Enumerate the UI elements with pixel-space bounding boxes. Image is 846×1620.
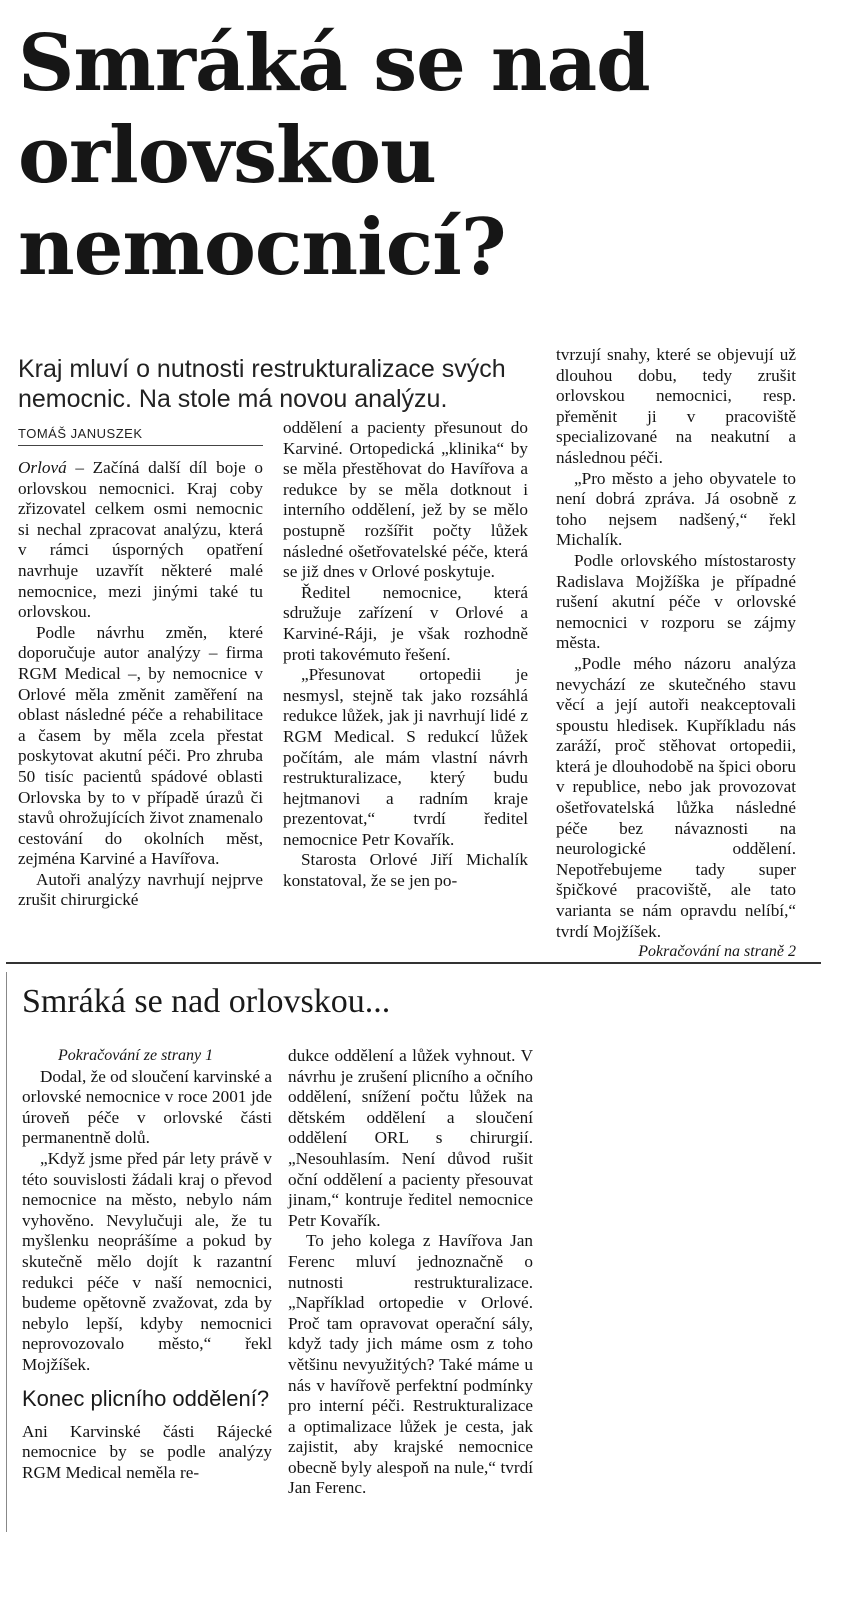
article-paragraph: „Přesunovat ortopedii je nesmysl, stejně tak jako rozsáhlá redukce lůžek, jak ji navrhují lidé z RGM Medical. S redukcí lůžek počítám, ale mám vlastní návrh restrukturalizace, který budu hejtmanovi a radním kraje prezentovat,“ tvrdí ředitel nemocnice Petr Kovařík.	[283, 665, 528, 849]
column-rule	[6, 972, 7, 1532]
continuation-column-1	[22, 1046, 272, 1483]
article-paragraph: Podle orlovského místostarosty Radislava Mojžíška je případné rušení akutní péče v orlovské nemocnici v rozporu se zájmy města.	[556, 550, 796, 653]
article-column-1	[18, 458, 263, 911]
lead-text: – Začíná další díl boje o orlovskou nemocnici. Kraj coby zřizovatel celkem osmi nemocnic si nechal zpracovat analýzu, která v rámci úsporných opatření navrhuje uzavřít některé malé nemocnice, mezi jinými také tu orlovskou.	[18, 458, 263, 622]
continued-note: Pokračování na straně 2	[638, 943, 796, 961]
continuation-title: Smráká se nad orlovskou...	[22, 983, 391, 1020]
article-paragraph: Ani Karvinské části Rájecké nemocnice by se podle analýzy RGM Medical neměla re-	[22, 1421, 272, 1482]
article-paragraph: tvrzují snahy, které se objevují už dlouhou dobu, tedy zrušit orlovskou nemocnici, resp. přeměnit ji v pracoviště specializované na neakutní a následnou péči.	[556, 345, 796, 467]
continuation-column-2	[288, 1046, 533, 1499]
section-divider	[6, 962, 821, 964]
continued-from-note: Pokračování ze strany 1	[58, 1047, 214, 1064]
article-paragraph: Starosta Orlové Jiří Michalík konstatoval, že se jen po-	[283, 850, 528, 891]
article-paragraph: Autoři analýzy navrhují nejprve zrušit chirurgické	[18, 869, 263, 910]
subheading: Konec plicního oddělení?	[22, 1385, 270, 1411]
dateline: Orlová	[18, 458, 67, 477]
article-paragraph: Ředitel nemocnice, která sdružuje zařízení v Orlové a Karviné-Ráji, je však rozhodně proti takovémuto řešení.	[283, 582, 528, 664]
byline: TOMÁŠ JANUSZEK	[18, 426, 263, 446]
article-paragraph: dukce oddělení a lůžek vyhnout. V návrhu je zrušení plicního a očního oddělení, snížení počtu lůžek na dětském oddělení a sloučení oddělení ORL s chirurgií. „Nesouhlasím. Není důvod rušit oční oddělení a pacienty přesouvat jinam,“ kontruje ředitel nemocnice Petr Kovařík.	[288, 1046, 533, 1230]
subtitle: Kraj mluví o nutnosti restrukturalizace svých nemocnic. Na stole má novou analýzu.	[18, 355, 506, 413]
article-paragraph: „Pro město a jeho obyvatele to není dobrá zpráva. Já osobně z toho nejsem nadšený,“ řekl Michalík.	[556, 468, 796, 550]
article-column-2	[283, 418, 528, 892]
article-paragraph: Dodal, že od sloučení karvinské a orlovské nemocnice v roce 2001 jde úroveň péče v orlovské části permanentně dolů.	[22, 1066, 272, 1148]
article-paragraph: Podle návrhu změn, které doporučuje autor analýzy – firma RGM Medical –, by nemocnice v Orlové měla změnit zaměření na oblast následné péče a rehabilitace a časem by měla zcela přestat poskytovat akutní péči. Pro zhruba 50 tisíc pacientů spádové oblasti Orlovska by to v případě úrazů či stavů ohrožujících život znamenalo cestování do okolních měst, zejména Karviné a Havířova.	[18, 622, 263, 869]
article-paragraph: To jeho kolega z Havířova Jan Ferenc mluví jednoznačně o nutnosti restrukturalizace. „Například ortopedie v Orlové. Proč tam opravovat operační sály, když tady jich máme osm z toho většinu nevyužitých? Také máme u nás v havířově perfektní podmínky pro interní péči. Restrukturalizace a optimalizace lůžek je cesta, jak zajistit, aby krajské nemocnice obecně byly alespoň na nule,“ tvrdí Jan Ferenc.	[288, 1231, 533, 1498]
headline: Smráká se nad orlovskou nemocnicí?	[18, 18, 650, 293]
article-paragraph	[18, 458, 263, 623]
article-paragraph: „Podle mého názoru analýza nevychází ze skutečného stavu věcí a její autoři neakceptovali spoustu hledisek. Kupříkladu nás zaráží, proč stěhovat ortopedii, která je dlouhodobě na špici oboru v republice, nebo jak provozovat ošetřovatelská lůžka následné péče bez návaznosti na neurologické oddělení. Nepotřebujeme tady super špičkové pracoviště, ale tato varianta se nám opravdu nelíbí,“ tvrdí Mojžíšek.	[556, 653, 796, 941]
article-column-3	[556, 345, 796, 963]
article-paragraph: oddělení a pacienty přesunout do Karviné. Ortopedická „klinika“ by se měla přestěhovat do Havířova a redukce by se měla dotknout i interního oddělení, jež by se mělo postupně rozšířit počty lůžek následné ošetřovatelské péče, která se již dnes v Orlové poskytuje.	[283, 418, 528, 582]
article-paragraph: „Když jsme před pár lety právě v této souvislosti žádali kraj o převod nemocnice na město, nebylo nám vyhověno. Nevylučuji ale, že tu myšlenku neoprášíme a pokud by skutečně mělo dojít k razantní redukci péče v naší nemocnici, budeme opětovně zvažovat, zda by nebylo lepší, kdyby nemocnici neprovozovalo město,“ řekl Mojžíšek.	[22, 1148, 272, 1374]
